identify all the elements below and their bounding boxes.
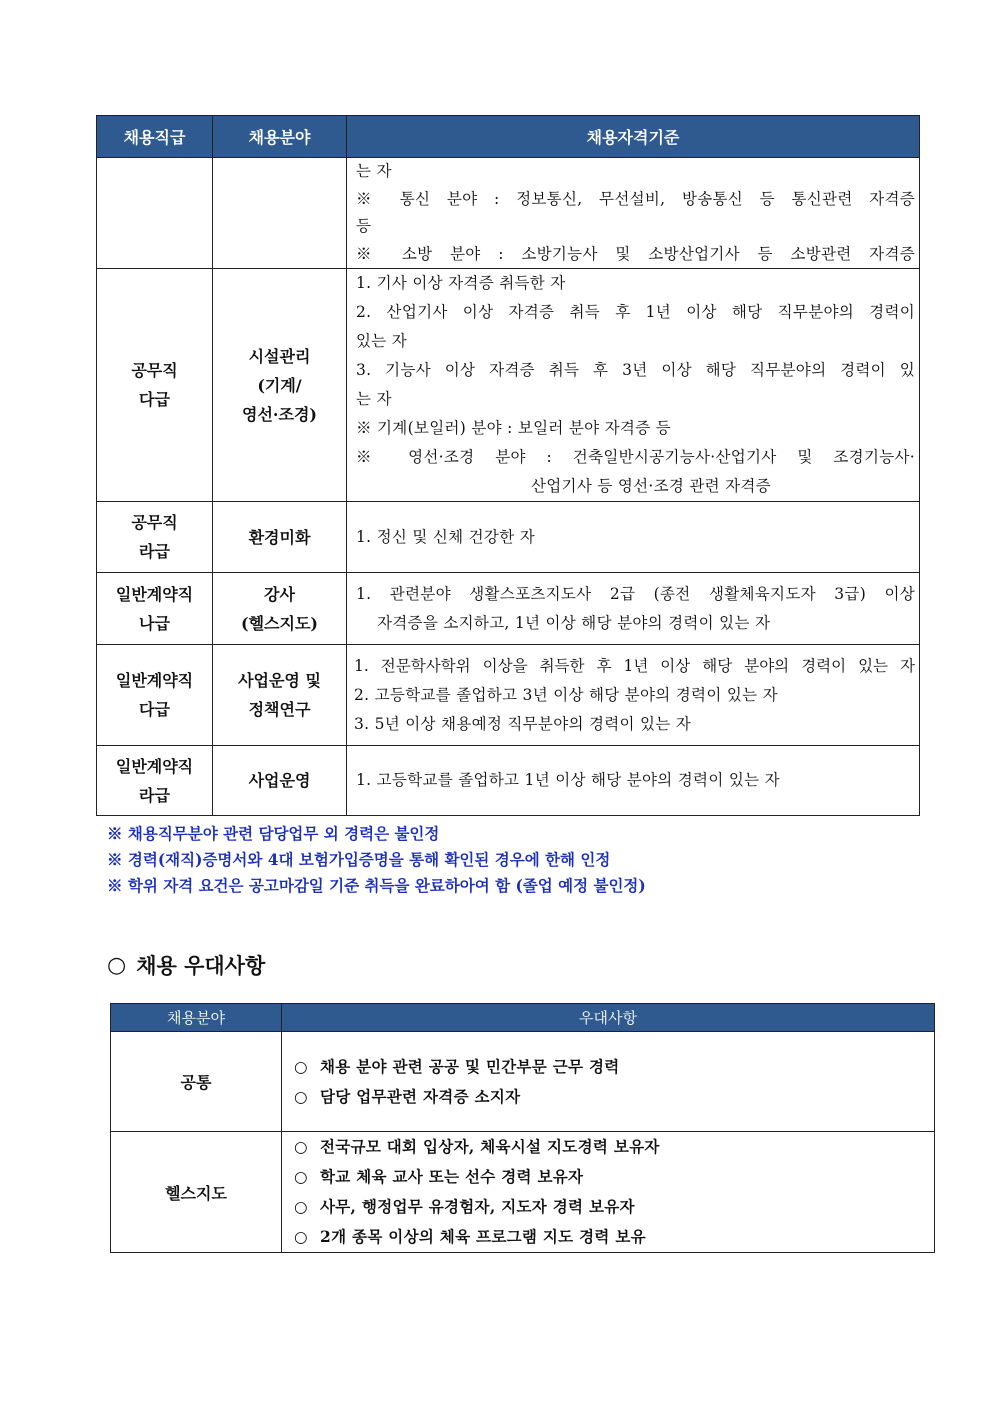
criteria-line: ※ 영선·조경 분야 : 건축일반시공기능사·산업기사 및 조경기능사· (356, 448, 915, 466)
preference-item (294, 1052, 934, 1082)
field-line: 강사 (264, 584, 295, 604)
criteria-line: 등 (356, 217, 372, 235)
criteria-line: 1. 전문학사학위 이상을 취득한 후 1년 이상 해당 분야의 경력이 있는 자 (354, 656, 915, 675)
table-header-row (97, 116, 920, 158)
criteria-line: 1. 정신 및 신체 건강한 자 (356, 527, 535, 546)
table-row (111, 1132, 935, 1253)
circle-bullet-icon: ○ (294, 1198, 308, 1216)
criteria-line: 2. 고등학교를 졸업하고 3년 이상 해당 분야의 경력이 있는 자 (354, 685, 778, 704)
criteria-cell (347, 573, 920, 645)
circle-bullet-icon: ○ (294, 1228, 308, 1246)
preference-text: 채용 분야 관련 공공 및 민간부문 근무 경력 (320, 1056, 620, 1076)
criteria-line: 2. 산업기사 이상 자격증 취득 후 1년 이상 해당 직무분야의 경력이 (356, 303, 915, 321)
criteria-cell (347, 645, 920, 746)
field-cell (213, 645, 347, 746)
grade-cell (97, 269, 213, 502)
criteria-line: 1. 기사 이상 자격증 취득한 자 (356, 274, 566, 292)
field-cell (213, 573, 347, 645)
criteria-line: 산업기사 등 영선·조경 관련 자격증 (531, 477, 771, 495)
criteria-line: 3. 5년 이상 채용예정 직무분야의 경력이 있는 자 (354, 714, 692, 733)
note-line: ※ 채용직무분야 관련 담당업무 외 경력은 불인정 (107, 824, 440, 843)
criteria-line: 1. 관련분야 생활스포츠지도사 2급 (종전 생활체육지도자 3급) 이상 (356, 584, 915, 603)
circle-bullet-icon: ○ (294, 1057, 308, 1076)
header-field: 채용분야 (111, 1004, 282, 1032)
grade-line: 일반계약직 (115, 584, 194, 604)
notes-block (107, 821, 907, 899)
field-cell: 헬스지도 (111, 1132, 282, 1253)
criteria-line: 자격증을 소지하고, 1년 이상 해당 분야의 경력이 있는 자 (377, 613, 771, 632)
criteria-cell (347, 269, 920, 502)
criteria-line: 3. 기능사 이상 자격증 취득 후 3년 이상 해당 직무분야의 경력이 있 (356, 361, 915, 379)
grade-line: 일반계약직 (115, 756, 194, 776)
preference-text: 2개 종목 이상의 체육 프로그램 지도 경력 보유 (320, 1227, 646, 1246)
circle-bullet-icon: ○ (294, 1168, 308, 1186)
grade-line: 공무직 (131, 513, 178, 532)
criteria-cell (347, 502, 920, 573)
grade-cell (97, 645, 213, 746)
table-row (97, 269, 920, 502)
field-cell (213, 269, 347, 502)
grade-line: 일반계약직 (115, 671, 194, 690)
table-row (97, 746, 920, 816)
preference-text: 학교 체육 교사 또는 선수 경력 보유자 (320, 1167, 584, 1186)
criteria-cell (347, 158, 920, 269)
criteria-line: 는 자 (356, 162, 392, 180)
field-line: 정책연구 (248, 700, 311, 719)
preference-cell (282, 1032, 935, 1132)
field-line: 영선·조경) (242, 404, 317, 424)
preference-item (294, 1132, 934, 1162)
field-cell (213, 746, 347, 816)
grade-line: 다급 (139, 390, 170, 409)
criteria-line: ※ 기계(보일러) 분야 : 보일러 분야 자격증 등 (356, 419, 671, 437)
field-line: (기계/ (257, 375, 302, 395)
header-field: 채용분야 (213, 116, 347, 158)
criteria-line: ※ 통신 분야 : 정보통신, 무선설비, 방송통신 등 통신관련 자격증 (356, 189, 915, 208)
table-row (111, 1032, 935, 1132)
table-row (97, 645, 920, 746)
table-row (97, 158, 920, 269)
grade-cell (97, 502, 213, 573)
field-line: 시설관리 (248, 346, 311, 366)
preference-text: 담당 업무관련 자격증 소지자 (320, 1086, 521, 1106)
recruitment-qualification-table (96, 115, 920, 816)
grade-cell (97, 158, 213, 269)
table-row (97, 502, 920, 573)
criteria-line: 있는 자 (356, 332, 408, 350)
preference-cell (282, 1132, 935, 1253)
field-cell (213, 502, 347, 573)
preference-text: 전국규모 대회 입상자, 체육시설 지도경력 보유자 (320, 1137, 660, 1156)
grade-line: 다급 (139, 700, 170, 719)
grade-line: 공무직 (131, 361, 178, 380)
criteria-line: ※ 소방 분야 : 소방기능사 및 소방산업기사 등 소방관련 자격증 (356, 244, 915, 263)
preference-text: 사무, 행정업무 유경험자, 지도자 경력 보유자 (320, 1197, 635, 1216)
grade-cell (97, 746, 213, 816)
preference-item (294, 1082, 934, 1112)
criteria-cell (347, 746, 920, 816)
preference-item (294, 1222, 934, 1252)
grade-line: 라급 (139, 542, 170, 561)
field-line: 환경미화 (248, 527, 311, 547)
circle-bullet-icon: ○ (107, 952, 127, 978)
section-title: 채용 우대사항 (136, 953, 266, 978)
field-cell: 공통 (111, 1032, 282, 1132)
criteria-line: 는 자 (356, 390, 392, 408)
header-preference: 우대사항 (282, 1004, 935, 1032)
grade-line: 나급 (139, 613, 170, 633)
circle-bullet-icon: ○ (294, 1138, 308, 1156)
field-cell (213, 158, 347, 269)
table-row (97, 573, 920, 645)
section-heading (107, 950, 265, 980)
field-line: 사업운영 (248, 771, 311, 790)
grade-line: 라급 (139, 785, 170, 805)
preference-table (110, 1003, 935, 1253)
header-criteria: 채용자격기준 (347, 116, 920, 158)
field-line: 사업운영 및 (238, 671, 321, 690)
grade-cell (97, 573, 213, 645)
circle-bullet-icon: ○ (294, 1087, 308, 1106)
criteria-line: 1. 고등학교를 졸업하고 1년 이상 해당 분야의 경력이 있는 자 (356, 771, 780, 789)
note-line: ※ 경력(재직)증명서와 4대 보험가입증명을 통해 확인된 경우에 한해 인정 (107, 850, 611, 869)
preference-item (294, 1192, 934, 1222)
note-line: ※ 학위 자격 요건은 공고마감일 기준 취득을 완료하아여 함 (졸업 예정 불인정) (107, 876, 646, 895)
preference-item (294, 1162, 934, 1192)
header-grade: 채용직급 (97, 116, 213, 158)
table-header-row (111, 1004, 935, 1032)
field-line: (헬스지도) (241, 613, 318, 633)
